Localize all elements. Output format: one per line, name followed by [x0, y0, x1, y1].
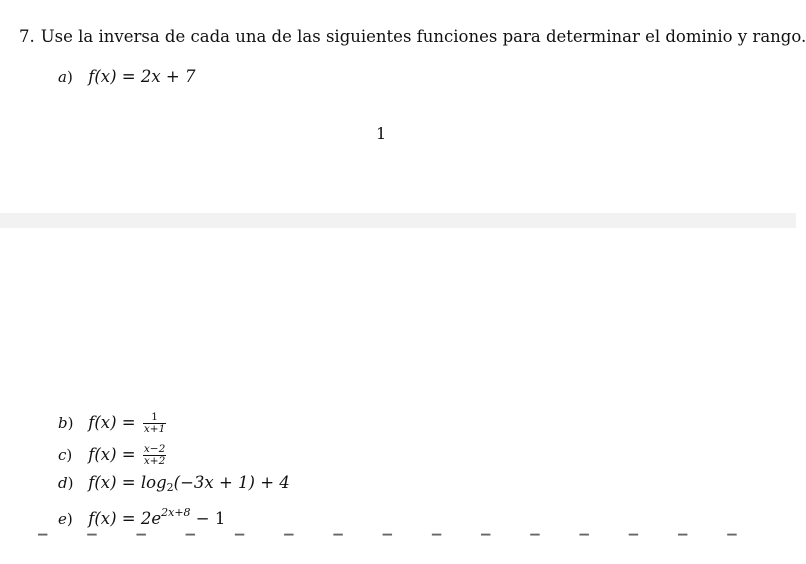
item-label: d) — [58, 474, 74, 492]
page-separator — [0, 213, 796, 228]
page-number: 1 — [376, 124, 387, 143]
item-rhs: 2x + 7 — [140, 67, 196, 86]
exponent: 2x+8 — [161, 506, 191, 519]
cropped-text-line: ▔▔▔▔▔▔▔▔▔▔▔▔▔▔▔ — [38, 534, 777, 548]
item-label: c) — [58, 446, 73, 464]
item-lhs: f(x) = — [88, 445, 136, 464]
item-label: a) — [58, 68, 73, 86]
fraction — [143, 412, 166, 435]
fraction-denominator: x+2 — [143, 455, 166, 467]
item-lhs: f(x) = — [88, 67, 136, 86]
item-d — [58, 473, 290, 498]
item-label: e) — [58, 510, 73, 528]
fraction-numerator: 1 — [143, 412, 166, 424]
item-lhs: f(x) = — [88, 509, 136, 528]
item-c — [58, 444, 168, 467]
fraction — [143, 444, 166, 467]
fraction-numerator: x−2 — [143, 443, 166, 455]
item-a — [58, 67, 195, 87]
item-lhs: f(x) = — [88, 413, 136, 432]
log-base: 2 — [166, 481, 174, 494]
exp-coefficient: 2e — [140, 509, 162, 528]
item-b — [58, 412, 168, 435]
problem-statement — [19, 26, 806, 48]
log-function: log — [140, 473, 167, 492]
item-lhs: f(x) = — [88, 473, 136, 492]
item-label: b) — [58, 414, 74, 432]
problem-text: Use la inversa de cada una de las siguientes funciones para determinar el dominio y rango. — [40, 27, 806, 46]
fraction-denominator: x+1 — [143, 423, 166, 435]
item-e — [58, 503, 225, 529]
log-argument: (−3x + 1) + 4 — [173, 473, 290, 492]
problem-number: 7. — [19, 27, 35, 46]
exp-tail: − 1 — [195, 509, 226, 528]
